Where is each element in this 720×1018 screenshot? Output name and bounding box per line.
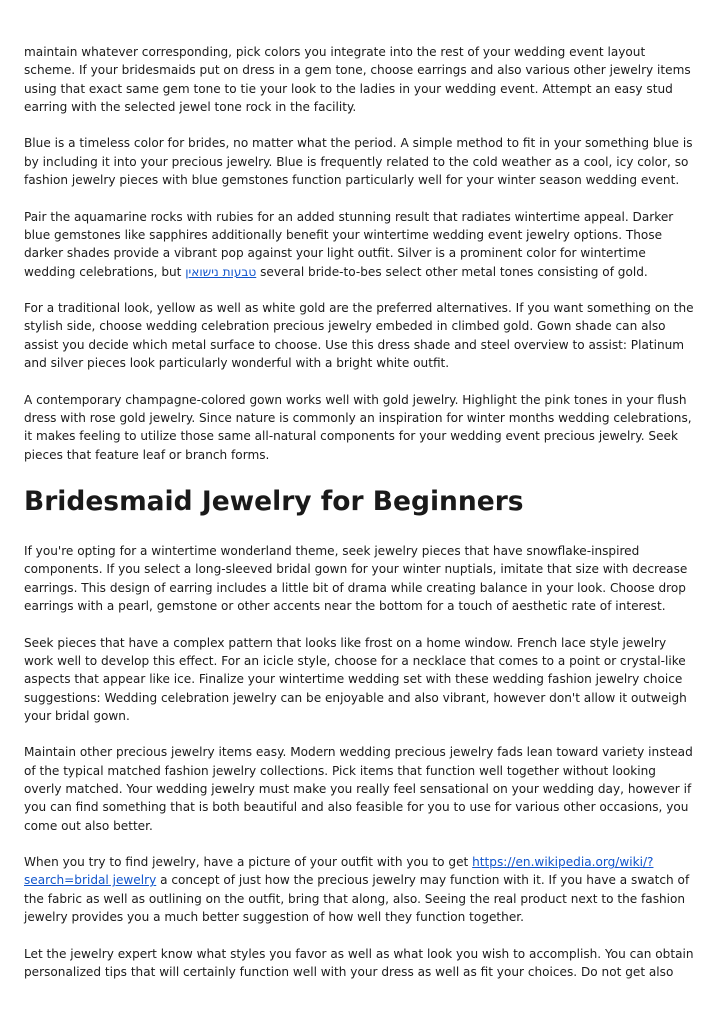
- paragraph-text: several bride-to-bes select other metal tones consisting of gold.: [256, 264, 648, 279]
- paragraph: [24, 853, 697, 926]
- section-heading: Bridesmaid Jewelry for Beginners: [24, 486, 524, 518]
- paragraph: If you're opting for a wintertime wonderland theme, seek jewelry pieces that have snowflake-inspired components. If you select a long-sleeved bridal gown for your winter nuptials, imitate that size with decrease earrings. This design of earring includes a little bit of drama while creating balance in your look. Choose drop earrings with a pearl, gemstone or other accents near the bottom for a touch of aesthetic rate of interest.: [24, 544, 688, 614]
- paragraph: Blue is a timeless color for brides, no matter what the period. A simple method to fit in your something blue is by including it into your precious jewelry. Blue is frequently related to the cold weather as a cool, icy color, so fashion jewelry pieces with blue gemstones function particularly well for your winter season wedding event.: [24, 136, 693, 188]
- paragraph-text: When you try to find jewelry, have a picture of your outfit with you to get: [24, 855, 473, 870]
- paragraph: A contemporary champagne-colored gown works well with gold jewelry. Highlight the pink tones in your flush dress with rose gold jewelry. Since nature is commonly an inspiration for winter months wedding celebrations, it makes feeling to utilize those same all-natural components for your wedding event precious jewelry. Seek pieces that feature leaf or branch forms.: [24, 392, 692, 462]
- paragraph: Seek pieces that have a complex pattern that looks like frost on a home window. French lace style jewelry work well to develop this effect. For an icicle style, choose for a necklace that comes to a point or crystal-like aspects that appear like ice. Finalize your wintertime wedding set with these wedding fashion jewelry choice suggestions: Wedding celebration jewelry can be enjoyable and also vibrant, however don't allow it outweigh your bridal gown.: [24, 635, 687, 723]
- paragraph: For a traditional look, yellow as well as white gold are the preferred alternatives. If you want something on the stylish side, choose wedding celebration precious jewelry embeded in climbed gold. Gown shade can also assist you decide which metal surface to choose. Use this dress shade and steel overview to assist: Platinum and silver pieces look particularly wonderful with a bright white outfit.: [24, 301, 694, 371]
- paragraph: maintain whatever corresponding, pick colors you integrate into the rest of your wedding event layout scheme. If your bridesmaids put on dress in a gem tone, choose earrings and also various other jewelry items using that exact same gem tone to tie your look to the ladies in your wedding event. Attempt an easy stud earring with the selected jewel tone rock in the facility.: [24, 45, 691, 114]
- paragraph: Let the jewelry expert know what styles you favor as well as what look you wish to accomplish. You can obtain personalized tips that will certainly function well with your dress as well as fit your choices. Do not get also: [24, 946, 694, 979]
- paragraph-text: Pair the aquamarine rocks with rubies for an added stunning result that radiates wintertime appeal. Darker blue gemstones like sapphires additionally benefit your wintertime wedding event jewelry options. Those darker shades provide a vibrant pop against your light outfit. Silver is a prominent color for wintertime wedding celebrations, but: [24, 209, 674, 279]
- paragraph-text: a concept of just how the precious jewelry may function with it. If you have a swatch of the fabric as well as outlining on the outfit, bring that along, also. Seeing the real product next to the fashion jewelry provides you a much better suggestion of how well they function together.: [24, 873, 690, 925]
- wikipedia-link[interactable]: https://en.wikipedia.org/wiki/?search=bridal jewelry: [24, 855, 654, 888]
- inline-link[interactable]: טבעות נישואין: [185, 264, 257, 279]
- paragraph: [24, 208, 697, 281]
- paragraph: Maintain other precious jewelry items easy. Modern wedding precious jewelry fads lean toward variety instead of the typical matched fashion jewelry collections. Pick items that function well together without looking overly matched. Your wedding jewelry must make you really feel sensational on your wedding day, however if you can find something that is both beautiful and also feasible for you to use for various other occasions, you come out also better.: [24, 745, 693, 833]
